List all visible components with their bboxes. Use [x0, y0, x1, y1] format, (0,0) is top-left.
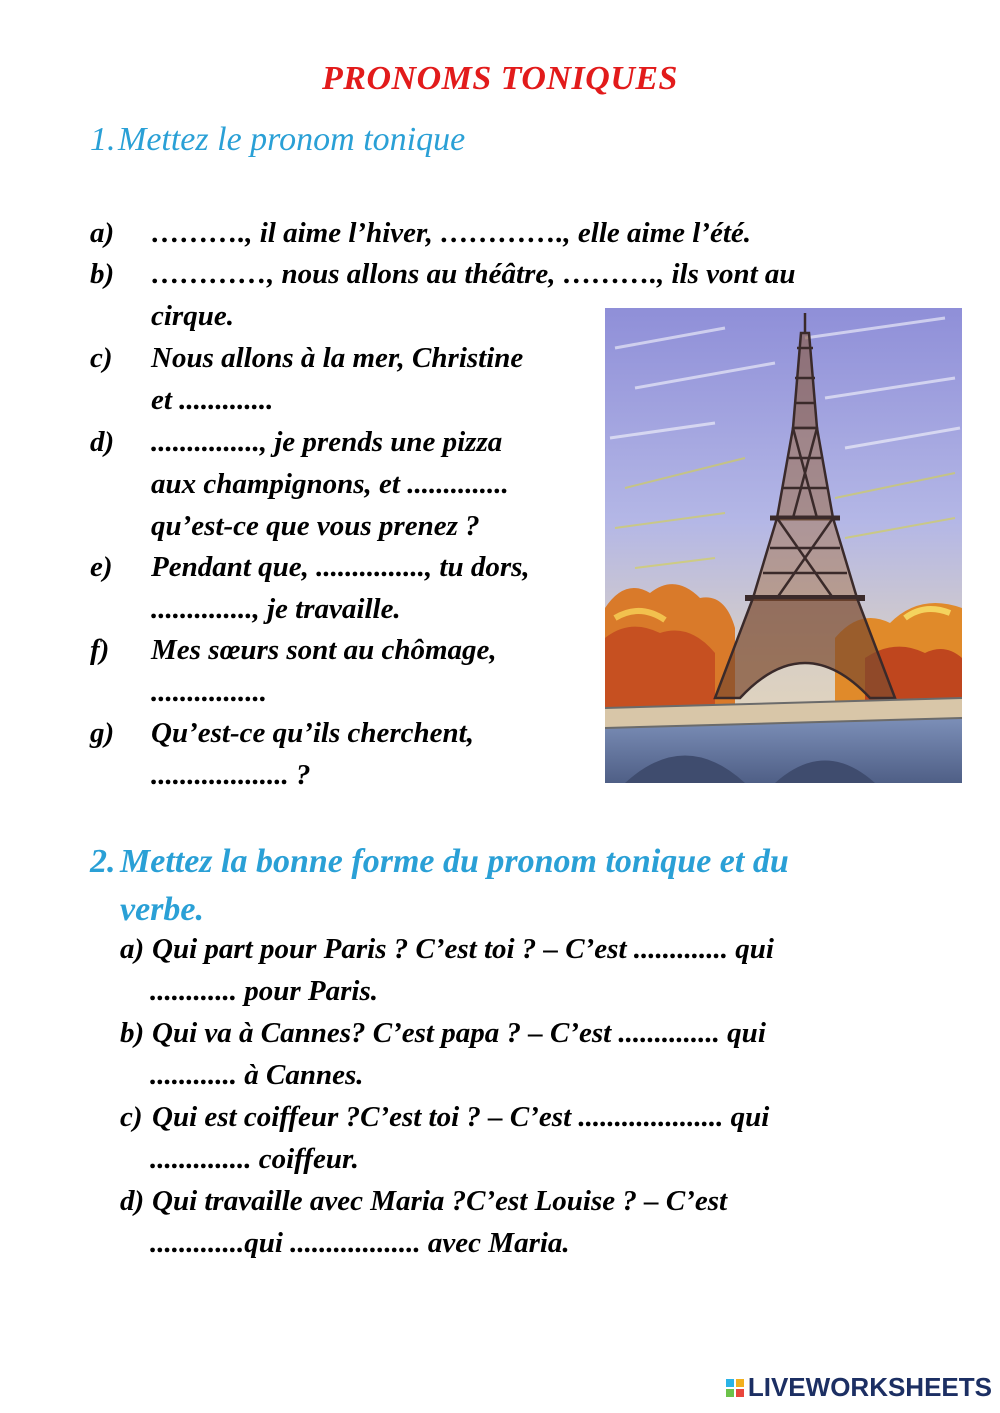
section2-heading-line1: Mettez la bonne forme du pronom tonique et du	[120, 843, 789, 880]
item-text: ………., il aime l’hiver, …………., elle aime l’été.	[151, 217, 752, 249]
item-text: ................... ?	[151, 759, 311, 791]
item-text: aux champignons, et ..............	[151, 468, 509, 500]
item-text-line2: ............ pour Paris.	[150, 975, 379, 1007]
item-text: Mes sœurs sont au chômage,	[151, 634, 497, 666]
item-text: …………, nous allons au théâtre, ………., ils vont au	[151, 258, 796, 290]
eiffel-tower-illustration	[605, 308, 962, 783]
section2-heading-line2: verbe.	[120, 891, 205, 928]
item-text: ................	[151, 676, 267, 708]
item-label: a)	[120, 933, 145, 965]
item-text-line1: Qui va à Cannes? C’est papa ? – C’est .............. qui	[152, 1017, 766, 1049]
item-text-line2: ............ à Cannes.	[150, 1059, 364, 1091]
item-text: cirque.	[151, 300, 234, 332]
item-text: Qu’est-ce qu’ils cherchent,	[151, 717, 474, 749]
item-label: d)	[90, 426, 115, 458]
item-text: et .............	[151, 384, 274, 416]
item-text-line1: Qui part pour Paris ? C’est toi ? – C’est ............. qui	[152, 933, 774, 965]
section1-heading	[90, 121, 465, 159]
item-text-line2: .............. coiffeur.	[150, 1143, 359, 1175]
item-text-line2: .............qui .................. avec Maria.	[150, 1227, 570, 1259]
item-label: e)	[90, 551, 113, 583]
item-text-line1: Qui travaille avec Maria ?C’est Louise ? – C’est	[152, 1185, 728, 1217]
item-label: a)	[90, 217, 115, 249]
section2-number: 2.	[90, 843, 116, 880]
item-text-line1: Qui est coiffeur ?C’est toi ? – C’est .................... qui	[152, 1101, 770, 1133]
section1-number: 1.	[90, 121, 116, 158]
item-label: c)	[120, 1101, 143, 1133]
section2-heading	[90, 838, 890, 934]
item-text: Nous allons à la mer, Christine	[151, 342, 524, 374]
item-label: f)	[90, 634, 110, 666]
item-text: ..............., je prends une pizza	[151, 426, 503, 458]
item-text: Pendant que, ..............., tu dors,	[151, 551, 530, 583]
item-label: d)	[120, 1185, 145, 1217]
logo-mark-icon	[726, 1379, 744, 1397]
item-label: b)	[90, 258, 115, 290]
item-text: .............., je travaille.	[151, 593, 401, 625]
item-label: b)	[120, 1017, 145, 1049]
item-label: g)	[90, 717, 115, 749]
section1-heading-text: Mettez le pronom tonique	[118, 121, 466, 158]
logo-text: LIVEWORKSHEETS	[747, 1372, 992, 1402]
item-label: c)	[90, 342, 113, 374]
liveworksheets-logo	[726, 1372, 992, 1403]
page-title: PRONOMS TONIQUES	[322, 60, 678, 97]
item-text: qu’est-ce que vous prenez ?	[151, 510, 480, 542]
